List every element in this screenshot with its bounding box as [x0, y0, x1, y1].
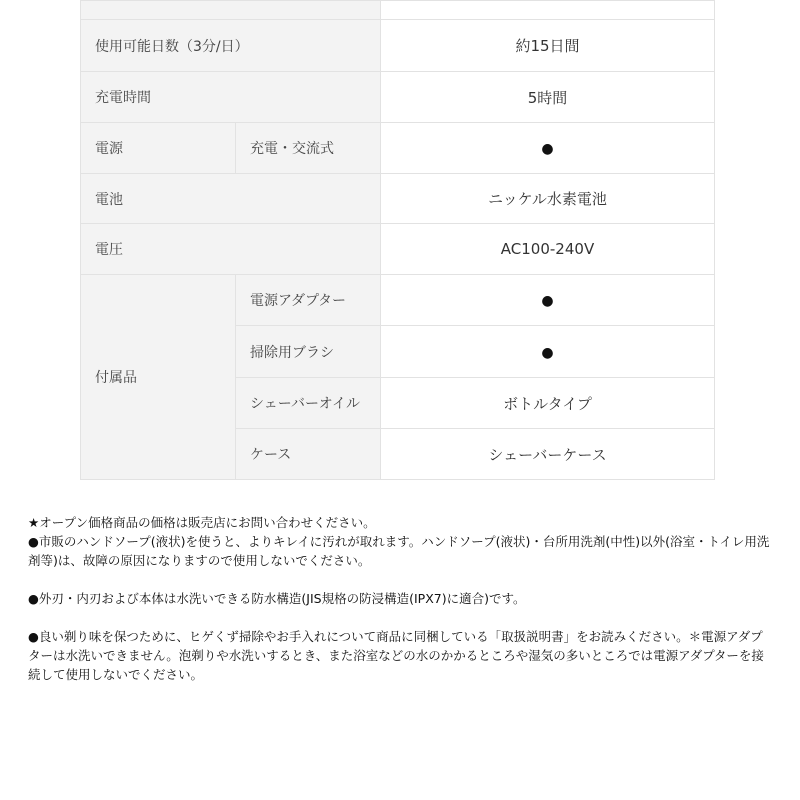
- table-top-stub-row: [81, 1, 715, 20]
- charge-time-value: 5時間: [381, 72, 715, 123]
- accessory-mark: ●: [541, 344, 554, 361]
- accessory-name: 掃除用ブラシ: [236, 326, 381, 378]
- voltage-value: AC100-240V: [381, 224, 715, 275]
- usable-days-label: 使用可能日数（3分/日）: [81, 20, 381, 72]
- charge-time-label: 充電時間: [81, 72, 381, 123]
- note-price: ★オープン価格商品の価格は販売店にお問い合わせください。: [28, 515, 376, 530]
- battery-value: ニッケル水素電池: [381, 174, 715, 224]
- battery-label: 電池: [81, 174, 381, 224]
- accessory-name: シェーバーオイル: [236, 378, 381, 429]
- note-waterproof: ●外刃・内刃および本体は水洗いできる防水構造(JIS規格の防浸構造(IPX7)に適合)です。: [28, 591, 526, 606]
- accessory-value: シェーバーケース: [381, 429, 715, 480]
- row-power: [81, 123, 715, 174]
- note-maintenance: ●良い剃り味を保つために、ヒゲくず掃除やお手入れについて商品に同梱している「取扱説明書」をお読みください。＊電源アダプターは水洗いできません。泡剃りや水洗いするとき、また浴室などの水のかかるところや湿気の多いところでは電源アダプターを接続して使用しないでください。: [28, 629, 764, 682]
- row-usable-days: [81, 20, 715, 72]
- notes-section: [28, 513, 773, 684]
- power-label: 電源: [81, 123, 236, 174]
- accessory-name: 電源アダプター: [236, 275, 381, 326]
- row-voltage: [81, 224, 715, 275]
- power-sub-label: 充電・交流式: [236, 123, 381, 174]
- row-battery: [81, 174, 715, 224]
- row-accessory-adapter: [81, 275, 715, 326]
- row-charge-time: [81, 72, 715, 123]
- note-hand-soap: ●市販のハンドソープ(液状)を使うと、よりキレイに汚れが取れます。ハンドソープ(液状)・台所用洗剤(中性)以外(浴室・トイレ用洗剤等)は、故障の原因になりますので使用しないでください。: [28, 534, 770, 568]
- accessories-label: 付属品: [81, 275, 236, 480]
- accessory-name: ケース: [236, 429, 381, 480]
- voltage-label: 電圧: [81, 224, 381, 275]
- usable-days-value: 約15日間: [381, 20, 715, 72]
- power-mark: ●: [541, 141, 554, 157]
- accessory-mark: ●: [541, 293, 554, 309]
- spec-table: [80, 0, 715, 480]
- accessory-value: ボトルタイプ: [381, 378, 715, 429]
